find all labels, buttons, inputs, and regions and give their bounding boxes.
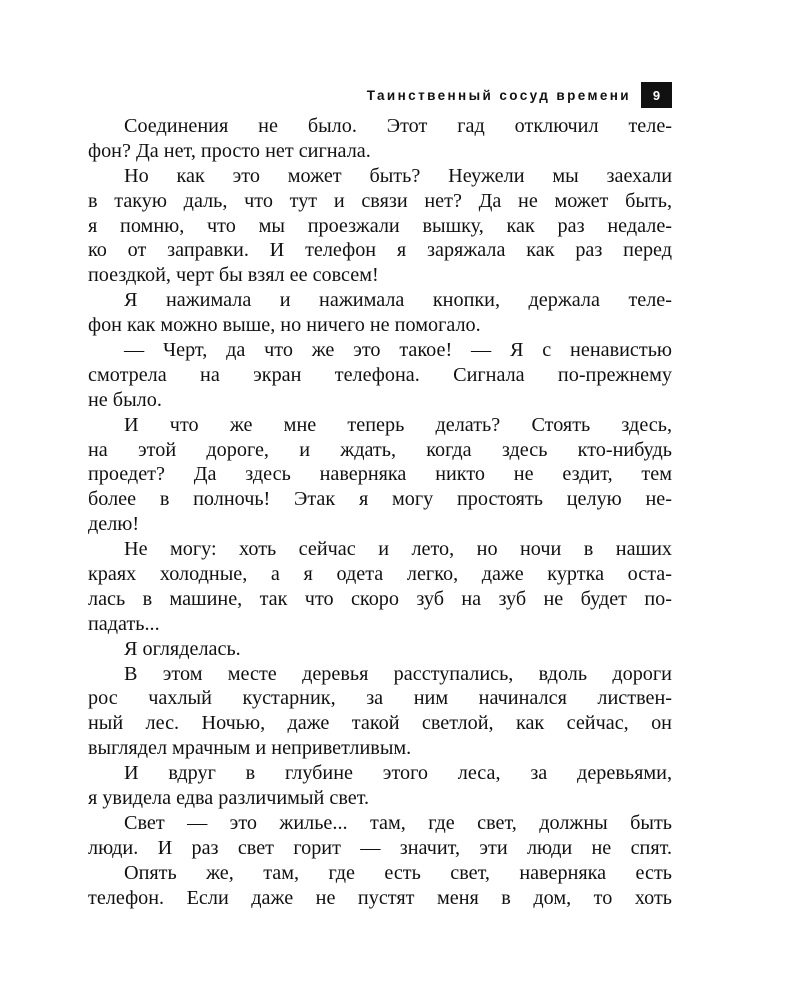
page-number: 9 — [641, 82, 672, 108]
text-line: падать... — [88, 612, 160, 635]
text-line: краях холодные, а я одета легко, даже куртка оста- — [88, 563, 672, 586]
text-line: на этой дороге, и ждать, когда здесь кто-нибудь — [88, 438, 672, 461]
text-line: не было. — [88, 388, 162, 411]
text-line: Соединения не было. Этот гад отключил теле- — [124, 115, 672, 137]
text-line: поездкой, черт бы взял ее совсем! — [88, 264, 379, 287]
text-line: Но как это может быть? Неужели мы заехали — [124, 164, 672, 187]
text-line: ный лес. Ночью, даже такой светлой, как сейчас, он — [88, 712, 672, 735]
text-line: я увидела едва различимый свет. — [88, 787, 370, 810]
text-line: — Черт, да что же это такое! — Я с ненавистью — [124, 339, 672, 362]
text-line: Я нажимала и нажимала кнопки, держала теле- — [124, 289, 672, 312]
book-title: Таинственный сосуд времени — [366, 87, 631, 103]
text-line: И вдруг в глубине этого леса, за деревьями, — [124, 762, 672, 785]
text-line: Не могу: хоть сейчас и лето, но ночи в наших — [124, 538, 672, 561]
body-text — [88, 114, 672, 911]
text-line: фон как можно выше, но ничего не помогало. — [88, 314, 481, 337]
text-line: делю! — [88, 513, 140, 536]
text-line: проедет? Да здесь наверняка никто не ездит, тем — [88, 463, 672, 486]
running-header — [350, 82, 672, 108]
text-line: выглядел мрачным и неприветливым. — [88, 737, 412, 760]
text-line: И что же мне теперь делать? Стоять здесь, — [124, 413, 672, 436]
text-line: фон? Да нет, просто нет сигнала. — [88, 139, 371, 162]
text-line: более в полночь! Этак я могу простоять целую не- — [88, 488, 672, 511]
text-line: Я огляделась. — [124, 637, 241, 660]
text-line: я помню, что мы проезжали вышку, как раз недале- — [88, 214, 672, 237]
text-line: в такую даль, что тут и связи нет? Да не может быть, — [88, 189, 672, 212]
text-line: телефон. Если даже не пустят меня в дом, то хоть — [88, 886, 672, 909]
text-line: В этом месте деревья расступались, вдоль дороги — [124, 662, 672, 685]
text-line: люди. И раз свет горит — значит, эти люди не спят. — [88, 836, 672, 859]
text-line: ко от заправки. И телефон я заряжала как раз перед — [88, 239, 672, 262]
text-line: лась в машине, так что скоро зуб на зуб не будет по- — [88, 587, 672, 610]
text-line: рос чахлый кустарник, за ним начинался листвен- — [88, 687, 672, 710]
text-line: смотрела на экран телефона. Сигнала по-прежнему — [88, 363, 672, 386]
text-line: Свет — это жилье... там, где свет, должны быть — [124, 811, 672, 834]
text-line: Опять же, там, где есть свет, наверняка есть — [124, 861, 672, 884]
